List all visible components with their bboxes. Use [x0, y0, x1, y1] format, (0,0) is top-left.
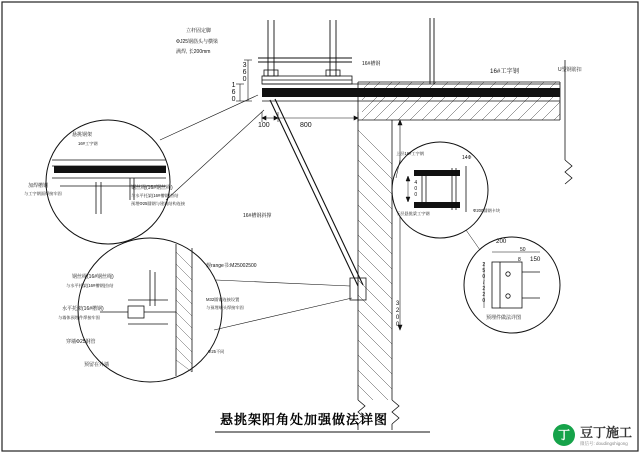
label-detail-b-2: 与水平托架(16#槽钢)拉结	[66, 283, 114, 288]
label-mid-brace: 16#槽钢斜撑	[243, 213, 272, 219]
label-detail-a-4: 与工字钢面焊接牢固	[24, 191, 62, 196]
label-detail-a-7: 预埋Φ25圆钢与建筑结构连接	[131, 201, 186, 206]
label-detail-a-2: 16#工字钢	[78, 141, 98, 146]
label-detail-d-3: 8	[518, 257, 521, 263]
label-detail-d-6: 预埋件做法详图	[486, 315, 522, 321]
dim-160: 160	[230, 82, 238, 103]
label-detail-a-3: 加焊槽钢	[28, 183, 49, 189]
drawing-title: 悬挑架阳角处加强做法详图	[220, 412, 389, 427]
label-detail-b-3: 水平托架(16#槽钢)	[62, 306, 104, 312]
label-top-beam: 16#槽钢	[362, 61, 381, 67]
label-detail-c-3: 下层悬挑梁工字钢	[396, 211, 430, 216]
label-detail-a-6: 与水平托架(16#槽钢)拉结	[131, 193, 179, 198]
dim-3200: 3200	[394, 300, 402, 328]
dim-100: 100	[258, 122, 270, 129]
label-detail-b-6: 预留在外墙	[84, 362, 110, 368]
label-detail-d-5: 250/220	[480, 262, 487, 304]
label-top-right-1: 16#工字钢	[490, 68, 519, 75]
label-top-left-1: 立杆固定脚	[186, 28, 212, 34]
label-detail-b-5: 穿墙Φ25钢管	[66, 339, 96, 345]
label-detail-c-1: 上层16#工字钢	[396, 151, 424, 156]
watermark-subtext: 微信号: doudingshigong	[579, 441, 628, 446]
label-top-right-2: U型钢筋扣	[558, 67, 582, 73]
label-top-left-3: 满焊, 长200mm	[176, 49, 211, 55]
label-top-left-2: ΦЈ25钢筋头与横梁	[176, 39, 219, 45]
label-detail-b-4: 与墙体预埋件焊接牢固	[58, 315, 100, 320]
label-detail-b-9: 与预埋端头焊接牢固	[206, 305, 244, 310]
label-detail-d-4: 150	[530, 256, 541, 263]
label-detail-c-4: Φ200圆钢卡块	[473, 208, 501, 213]
label-detail-b-7: 规range书:M25002500	[206, 263, 257, 269]
watermark	[553, 422, 632, 447]
label-detail-d-1: 200	[496, 238, 507, 245]
label-detail-b-1: 钢丝绳(16#钢丝绳)	[72, 274, 114, 280]
label-detail-b-8: M32圆钢连接设置	[206, 297, 240, 302]
dim-800: 800	[300, 122, 312, 129]
label-detail-d-2: 50	[520, 247, 526, 253]
watermark-logo-icon: 丁	[553, 424, 575, 446]
dim-360: 360	[241, 62, 249, 83]
label-detail-b-10: Φ25不同	[208, 349, 225, 354]
label-detail-a-5: 钢丝绳(16#钢丝绳)	[131, 185, 173, 191]
label-detail-c-5: 400	[412, 180, 419, 198]
label-detail-c-2: 14Φ	[462, 155, 472, 161]
label-detail-a-1: 悬挑钢架	[72, 132, 93, 138]
watermark-text: 豆丁施工	[579, 425, 632, 440]
